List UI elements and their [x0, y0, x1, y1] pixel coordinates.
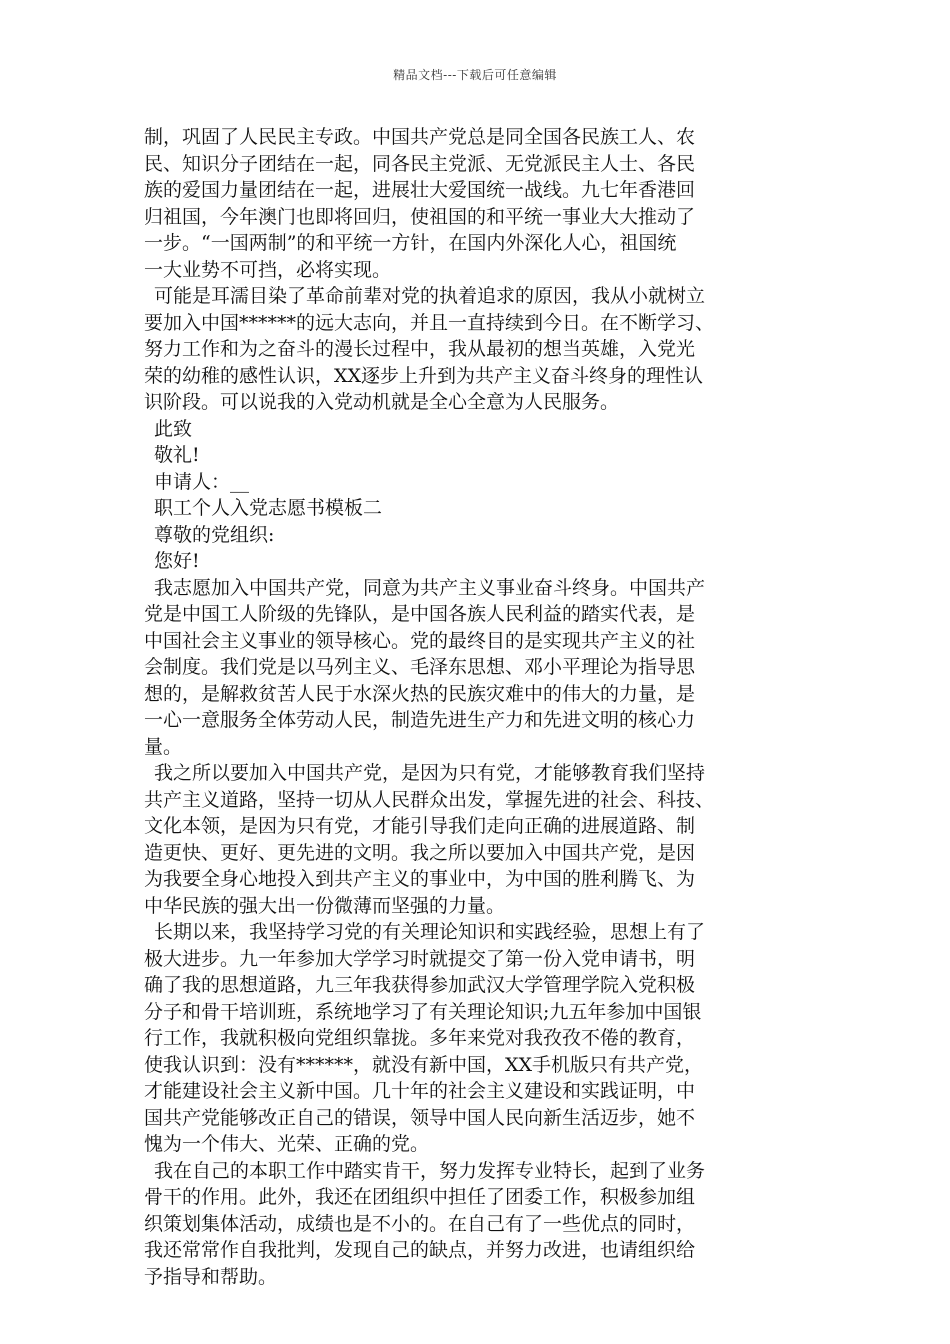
text-line: 党是中国工人阶级的先锋队，是中国各族人民利益的踏实代表，是 — [144, 603, 696, 625]
text-line: 努力工作和为之奋斗的漫长过程中，我从最初的想当英雄，入党光 — [144, 338, 696, 360]
text-line: 会制度。我们党是以马列主义、毛泽东思想、邓小平理论为指导思 — [144, 656, 696, 678]
text-line: 一心一意服务全体劳动人民，制造先进生产力和先进文明的核心力 — [144, 709, 696, 731]
text-line: 我在自己的本职工作中踏实肯干，努力发挥专业特长，起到了业务 — [154, 1159, 706, 1182]
text-line: 文化本领，是因为只有党，才能引导我们走向正确的进展道路、制 — [144, 815, 696, 837]
text-line: 要加入中国******的远大志向，并且一直持续到今日。在不断学习、 — [144, 311, 715, 334]
text-line: 我还常常作自我批判，发现自己的缺点，并努力改进，也请组织给 — [144, 1239, 696, 1261]
text-line: 量。 — [144, 735, 183, 758]
text-line: 织策划集体活动，成绩也是不小的。在自己有了一些优点的同时， — [144, 1212, 696, 1235]
text-line: 您好! — [154, 550, 200, 572]
text-line: 予指导和帮助。 — [144, 1265, 278, 1288]
text-line: 我志愿加入中国共产党，同意为共产主义事业奋斗终身。中国共产 — [154, 576, 706, 599]
text-line: 可能是耳濡目染了革命前辈对党的执着追求的原因，我从小就树立 — [154, 285, 706, 307]
text-line: 为我要全身心地投入到共产主义的事业中，为中国的胜利腾飞、为 — [144, 868, 696, 890]
text-line: 长期以来，我坚持学习党的有关理论知识和实践经验，思想上有了 — [154, 921, 706, 943]
text-line: 骨干的作用。此外，我还在团组织中担任了团委工作，积极参加组 — [144, 1186, 696, 1208]
text-line: 职工个人入党志愿书模板二 — [154, 497, 383, 519]
text-line: 我之所以要加入中国共产党，是因为只有党，才能够教育我们坚持 — [154, 762, 706, 784]
document-body — [144, 124, 824, 1290]
text-line: 归祖国，今年澳门也即将回归，使祖国的和平统一事业大大推动了 — [144, 205, 696, 228]
text-line: 中国社会主义事业的领导核心。党的最终目的是实现共产主义的社 — [144, 629, 696, 652]
text-line: 行工作，我就积极向党组织靠拢。多年来党对我孜孜不倦的教育， — [144, 1027, 696, 1049]
text-line: 中华民族的强大出一份微薄而坚强的力量。 — [144, 894, 506, 917]
text-line: 一步。“一国两制”的和平统一方针，在国内外深化人心，祖国统 — [144, 232, 677, 254]
text-line: 尊敬的党组织: — [154, 523, 275, 546]
text-line: 造更快、更好、更先进的文明。我之所以要加入中国共产党，是因 — [144, 841, 696, 864]
text-line: 此致 — [154, 417, 193, 440]
text-line: 申请人：__ — [154, 470, 250, 493]
text-line: 分子和骨干培训班，系统地学习了有关理论知识;九五年参加中国银 — [144, 1000, 702, 1023]
text-line: 敬礼! — [154, 444, 200, 466]
text-line: 使我认识到：没有******，就没有新中国，XX手机版只有共产党， — [144, 1053, 704, 1076]
text-line: 一大业势不可挡，必将实现。 — [144, 258, 392, 281]
text-line: 识阶段。可以说我的入党动机就是全心全意为人民服务。 — [144, 391, 620, 413]
text-line: 愧为一个伟大、光荣、正确的党。 — [144, 1133, 430, 1155]
text-line: 族的爱国力量团结在一起，进展壮大爱国统一战线。九七年香港回 — [144, 179, 696, 201]
text-line: 确了我的思想道路，九三年我获得参加武汉大学管理学院入党积极 — [144, 974, 696, 996]
text-line: 制，巩固了人民民主专政。中国共产党总是同全国各民族工人、农 — [144, 126, 696, 148]
text-line: 想的，是解救贫苦人民于水深火热的民族灾难中的伟大的力量，是 — [144, 682, 696, 705]
text-line: 共产主义道路，坚持一切从人民群众出发，掌握先进的社会、科技、 — [144, 788, 715, 811]
text-line: 荣的幼稚的感性认识，XX逐步上升到为共产主义奋斗终身的理性认 — [144, 364, 704, 387]
text-line: 才能建设社会主义新中国。几十年的社会主义建设和实践证明，中 — [144, 1080, 696, 1102]
text-line: 民、知识分子团结在一起，同各民主党派、无党派民主人士、各民 — [144, 152, 696, 175]
text-line: 国共产党能够改正自己的错误，领导中国人民向新生活迈步，她不 — [144, 1106, 696, 1129]
text-line: 极大进步。九一年参加大学学习时就提交了第一份入党申请书，明 — [144, 947, 696, 970]
page-header: 精品文档---下载后可任意编辑 — [393, 68, 557, 82]
